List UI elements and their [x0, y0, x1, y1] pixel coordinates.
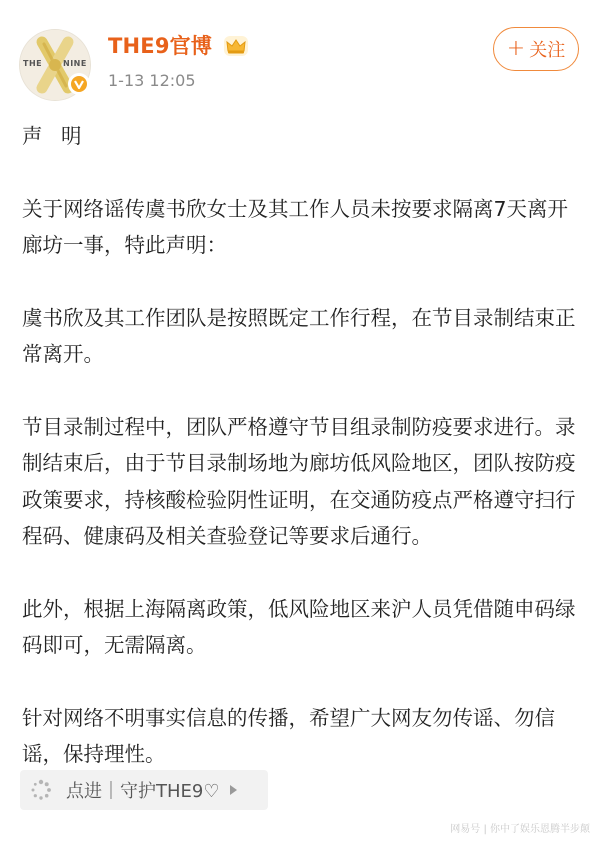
- statement-title: 声 明: [22, 124, 88, 148]
- avatar-text-right: NINE: [63, 59, 87, 68]
- paragraph-departure: 虞书欣及其工作团队是按照既定工作行程，在节目录制结束正常离开。: [22, 305, 576, 366]
- chevron-right-icon: [230, 785, 237, 795]
- username[interactable]: THE9官博: [108, 34, 213, 58]
- paragraph-process: 节目录制过程中，团队严格遵守节目组录制防疫要求进行。录制结束后，由于节目录制场地为廊坊低风险地区，团队按防疫政策要求，持核酸检验阴性证明，在交通防疫点严格遵守扫行程码、健康码及相关查验登记等要求后通行。: [22, 414, 576, 548]
- post-timestamp: 1-13 12:05: [108, 71, 196, 90]
- follow-button[interactable]: [493, 27, 579, 71]
- paragraph-appeal: 针对网络不明事实信息的传播，希望广大网友勿传谣、勿信谣，保持理性。: [22, 705, 555, 766]
- crown-icon[interactable]: [223, 35, 249, 57]
- follow-label: 关注: [529, 40, 566, 61]
- plus-icon: +: [506, 36, 526, 61]
- topic-chip-label: 点进｜守护THE9♡: [66, 781, 220, 802]
- avatar-text-left: THE: [23, 59, 43, 68]
- post-body: [22, 112, 582, 773]
- loading-spinner-icon: [30, 779, 52, 801]
- verified-badge-icon: [68, 73, 90, 95]
- paragraph-shanghai-policy: 此外，根据上海隔离政策，低风险地区来沪人员凭借随申码绿码即可，无需隔离。: [22, 596, 576, 657]
- post-header: [0, 0, 600, 110]
- paragraph-intro: 关于网络谣传虞书欣女士及其工作人员未按要求隔离7天离开廊坊一事，特此声明：: [22, 196, 569, 257]
- super-topic-chip[interactable]: [20, 770, 268, 810]
- watermark: 网易号 | 你中了娱乐恩腾半步颠: [450, 824, 590, 835]
